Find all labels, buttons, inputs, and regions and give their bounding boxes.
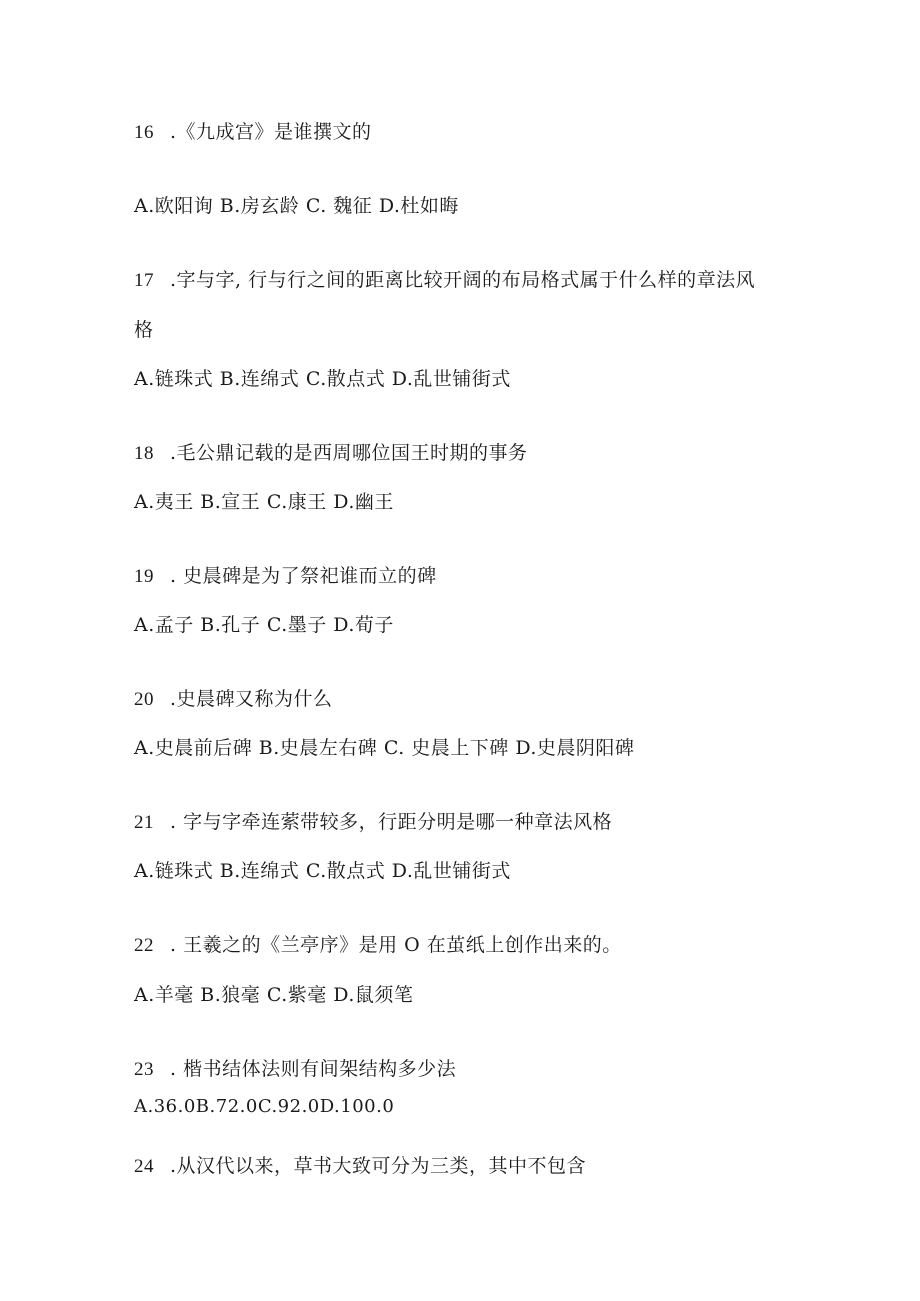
options-17: A.链珠式 B.连绵式 C.散点式 D.乱世铺街式 — [134, 368, 511, 390]
options-22: A.羊毫 B.狼毫 C.紫毫 D.鼠须笔 — [134, 984, 414, 1006]
question-text: . 王羲之的《兰亭序》是用 O 在茧纸上创作出来的。 — [170, 934, 622, 956]
question-number: 24 — [134, 1156, 154, 1177]
question-text: . 字与字牵连萦带较多，行距分明是哪一种章法风格 — [170, 811, 613, 833]
question-16 — [134, 119, 794, 146]
question-text: .毛公鼎记载的是西周哪位国王时期的事务 — [170, 442, 528, 464]
question-text: .史晨碑又称为什么 — [170, 688, 333, 710]
question-number: 19 — [134, 566, 154, 587]
question-text: . 楷书结体法则有间架结构多少法 — [170, 1058, 457, 1080]
options-20: A.史晨前后碑 B.史晨左右碑 C. 史晨上下碑 D.史晨阴阳碑 — [134, 737, 635, 759]
options-21: A.链珠式 B.连绵式 C.散点式 D.乱世铺街式 — [134, 860, 511, 882]
question-18 — [134, 440, 794, 467]
question-22 — [134, 932, 794, 959]
question-23 — [134, 1056, 794, 1083]
question-text: .《九成宫》是谁撰文的 — [170, 121, 372, 143]
question-17 — [134, 267, 794, 294]
question-text: . 史晨碑是为了祭祀谁而立的碑 — [170, 565, 437, 587]
question-17-continuation: 格 — [134, 319, 154, 341]
question-number: 16 — [134, 122, 154, 143]
question-number: 17 — [134, 270, 154, 291]
question-19 — [134, 563, 794, 590]
question-number: 21 — [134, 812, 154, 833]
question-number: 22 — [134, 935, 154, 956]
question-21 — [134, 809, 794, 836]
question-text: .从汉代以来，草书大致可分为三类，其中不包含 — [170, 1155, 587, 1177]
question-20 — [134, 686, 794, 713]
question-number: 23 — [134, 1059, 154, 1080]
options-16: A.欧阳询 B.房玄龄 C. 魏征 D.杜如晦 — [134, 195, 459, 217]
options-18: A.夷王 B.宣王 C.康王 D.幽王 — [134, 491, 394, 513]
options-23: A.36.0B.72.0C.92.0D.100.0 — [134, 1096, 395, 1117]
question-text: .字与字, 行与行之间的距离比较开阔的布局格式属于什么样的章法风 — [170, 269, 756, 291]
question-number: 18 — [134, 443, 154, 464]
question-24 — [134, 1153, 794, 1180]
options-19: A.孟子 B.孔子 C.墨子 D.荀子 — [134, 614, 394, 636]
question-number: 20 — [134, 689, 154, 710]
